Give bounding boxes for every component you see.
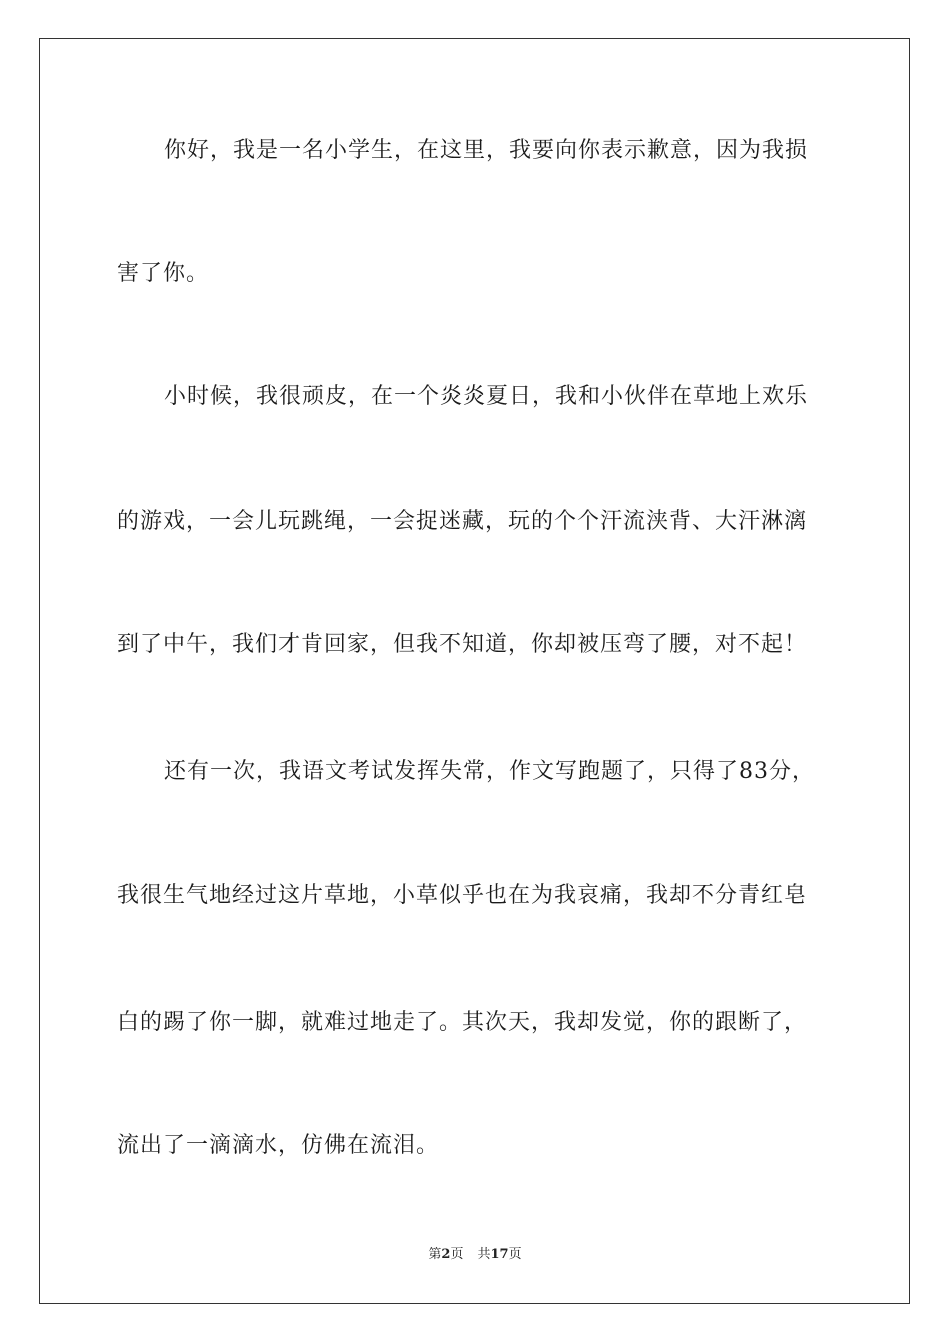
paragraph-2-line-2: 的游戏，一会儿玩跳绳，一会捉迷藏，玩的个个汗流浃背、大汗淋漓	[117, 509, 808, 534]
paragraph-1-line-2: 害了你。	[117, 261, 210, 286]
total-prefix: 共	[477, 1247, 491, 1262]
page-suffix: 页	[450, 1247, 464, 1262]
paragraph-1-line-1: 你好，我是一名小学生，在这里，我要向你表示歉意，因为我损	[164, 138, 809, 163]
total-suffix: 页	[508, 1247, 522, 1262]
paragraph-2-line-1: 小时候，我很顽皮，在一个炎炎夏日，我和小伙伴在草地上欢乐	[164, 384, 809, 409]
paragraph-3-line-4: 流出了一滴滴水，仿佛在流泪。	[117, 1133, 440, 1158]
paragraph-3-line-2: 我很生气地经过这片草地，小草似乎也在为我哀痛，我却不分青红皂	[117, 883, 808, 908]
paragraph-3-line-3: 白的踢了你一脚，就难过地走了。其次天，我却发觉，你的跟断了，	[117, 1010, 808, 1035]
page-prefix: 第	[428, 1247, 442, 1262]
paragraph-3-line-1: 还有一次，我语文考试发挥失常，作文写跑题了，只得了83分，	[164, 759, 815, 784]
page-footer	[0, 1246, 950, 1264]
page-number: 2	[441, 1247, 451, 1262]
page-border	[39, 38, 910, 1304]
paragraph-2-line-3: 到了中午，我们才肯回家，但我不知道，你却被压弯了腰，对不起！	[117, 632, 808, 657]
total-pages: 17	[490, 1247, 509, 1262]
